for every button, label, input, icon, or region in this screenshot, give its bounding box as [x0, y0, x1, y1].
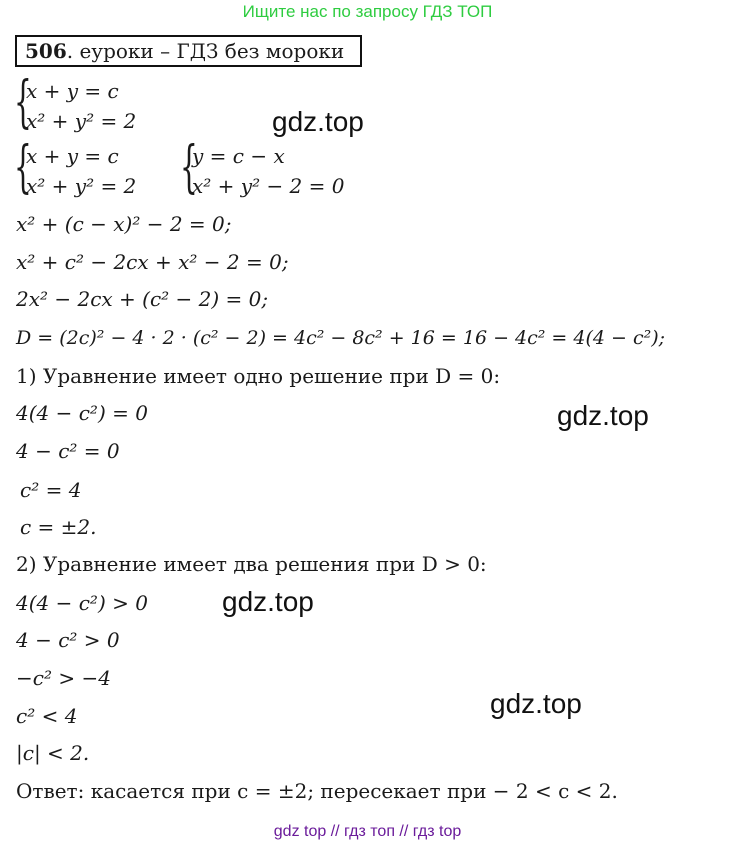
system-row: x + y = c — [26, 144, 119, 168]
case-heading: 2) Уравнение имеет два решения при D > 0: — [16, 552, 487, 576]
top-banner: Ищите нас по запросу ГДЗ ТОП — [242, 2, 493, 21]
system-row: x + y = c — [26, 79, 119, 103]
solution-line: c = ±2. — [20, 515, 97, 539]
watermark: gdz.top — [222, 586, 314, 617]
solution-line: x² + c² − 2cx + x² − 2 = 0; — [16, 250, 289, 274]
brace-icon: { — [14, 70, 32, 135]
solution-line: 4(4 − c²) = 0 — [16, 401, 148, 425]
solution-line: 4 − c² = 0 — [16, 439, 120, 463]
solution-line: 4(4 − c²) > 0 — [16, 591, 148, 615]
footer-links: gdz top // гдз топ // гдз top — [273, 823, 462, 840]
brace-icon: { — [180, 135, 198, 200]
system-row: x² + y² = 2 — [26, 109, 137, 133]
solution-line: 2x² − 2cx + (c² − 2) = 0; — [16, 287, 269, 311]
problem-title-text: . еуроки – ГДЗ без мороки — [66, 39, 345, 63]
solution-line: x² + (c − x)² − 2 = 0; — [16, 212, 232, 236]
watermark: gdz.top — [557, 400, 649, 431]
watermark: gdz.top — [490, 688, 582, 719]
system-row: y = c − x — [192, 144, 285, 168]
problem-number: 506 — [25, 39, 67, 63]
watermark: gdz.top — [272, 106, 364, 137]
case-heading: 1) Уравнение имеет одно решение при D = 0: — [16, 364, 501, 388]
solution-line: |c| < 2. — [16, 741, 90, 765]
solution-line: c² < 4 — [16, 704, 78, 728]
brace-icon: { — [14, 135, 32, 200]
solution-line: −c² > −4 — [16, 666, 111, 690]
system-row: x² + y² − 2 = 0 — [192, 174, 345, 198]
answer-line: Ответ: касается при c = ±2; пересекает при − 2 < c < 2. — [16, 779, 618, 803]
solution-line: 4 − c² > 0 — [16, 628, 120, 652]
problem-title — [15, 35, 362, 67]
solution-line: D = (2c)² − 4 · 2 · (c² − 2) = 4c² − 8c² + 16 = 16 − 4c² = 4(4 − c²); — [16, 327, 666, 349]
system-row: x² + y² = 2 — [26, 174, 137, 198]
solution-line: c² = 4 — [20, 478, 82, 502]
